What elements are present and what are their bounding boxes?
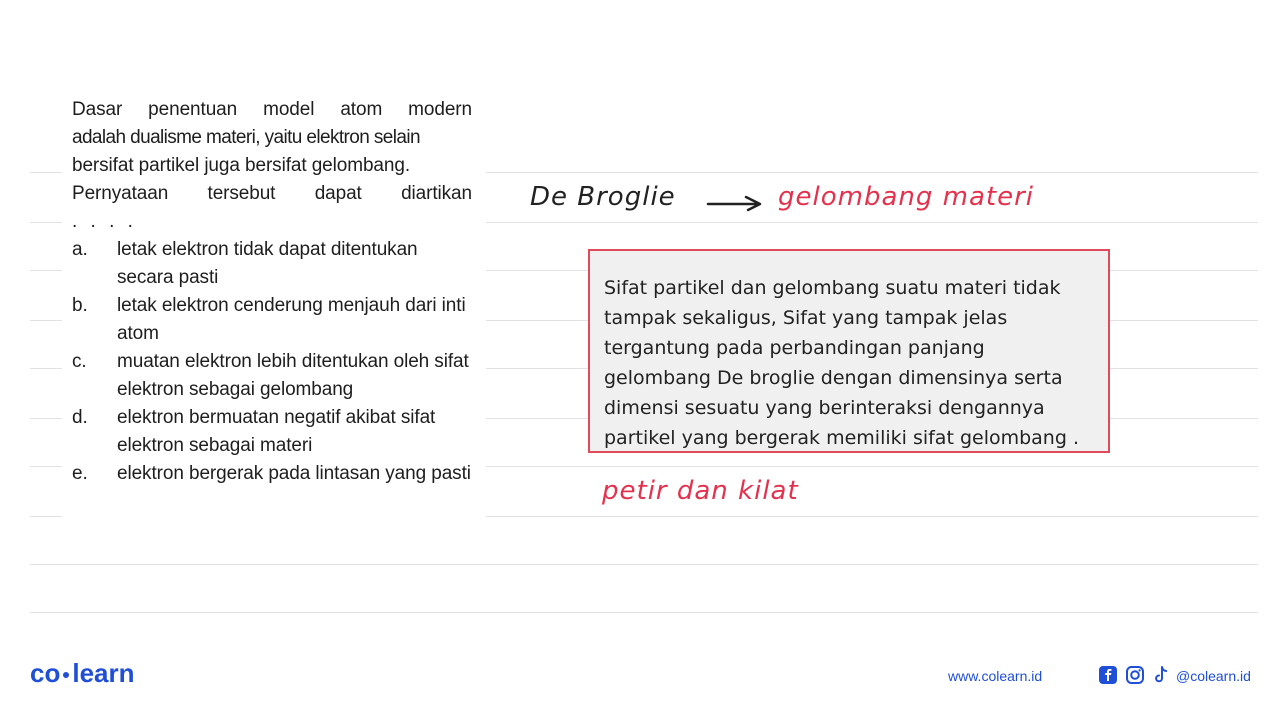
ruled-line	[30, 418, 62, 419]
ruled-line	[30, 368, 62, 369]
ruled-line	[30, 222, 62, 223]
option-letter: a.	[72, 239, 88, 260]
ruled-line	[30, 270, 62, 271]
option-letter: d.	[72, 407, 88, 428]
option-a	[72, 236, 472, 292]
option-text: letak elektron tidak dapat ditentukan secara pasti	[117, 239, 418, 288]
option-text: elektron bergerak pada lintasan yang pasti	[117, 463, 471, 484]
ruled-line	[486, 466, 1258, 467]
arrow-right-icon	[706, 194, 766, 214]
ruled-line	[30, 612, 1258, 613]
option-d	[72, 404, 472, 460]
colearn-logo	[30, 658, 135, 689]
option-c	[72, 348, 472, 404]
option-letter: b.	[72, 295, 88, 316]
ruled-line	[30, 564, 1258, 565]
question-block	[72, 96, 472, 488]
handwritten-name: De Broglie	[530, 182, 676, 212]
option-text: muatan elektron lebih ditentukan oleh sifat elektron sebagai gelombang	[117, 351, 469, 400]
question-stem-line: Dasar penentuan model atom modern	[72, 99, 472, 120]
ruled-line	[486, 222, 1258, 223]
option-letter: e.	[72, 463, 88, 484]
ruled-line	[486, 172, 1258, 173]
question-stem-line: adalah dualisme materi, yaitu elektron selain	[72, 127, 420, 148]
question-stem-line: bersifat partikel juga bersifat gelombang.	[72, 155, 410, 176]
ruled-line	[486, 516, 1258, 517]
option-b	[72, 292, 472, 348]
option-e	[72, 460, 472, 488]
ruled-line	[30, 172, 62, 173]
explanation-text: Sifat partikel dan gelombang suatu materi tidak tampak sekaligus, Sifat yang tampak jelas tergantung pada perbandingan panjang gelombang De broglie dengan dimensinya serta dimensi sesuatu yang berinteraksi dengannya partikel yang bergerak memiliki sifat gelombang .	[604, 277, 1079, 449]
question-stem-line: Pernyataan tersebut dapat diartikan	[72, 183, 472, 204]
logo-left: co	[30, 658, 61, 688]
logo-dot	[63, 672, 69, 678]
website-link[interactable]: www.colearn.id	[948, 668, 1043, 684]
option-text: elektron bermuatan negatif akibat sifat elektron sebagai materi	[117, 407, 436, 456]
handwritten-concept: gelombang materi	[778, 182, 1035, 212]
instagram-icon[interactable]	[1125, 665, 1145, 685]
option-letter: c.	[72, 351, 87, 372]
facebook-icon[interactable]	[1098, 665, 1118, 685]
ruled-line	[30, 466, 62, 467]
tiktok-icon[interactable]	[1151, 665, 1171, 685]
handwritten-example: petir dan kilat	[602, 476, 799, 506]
option-text: letak elektron cenderung menjauh dari inti atom	[117, 295, 466, 344]
explanation-box	[588, 249, 1110, 453]
ruled-line	[30, 516, 62, 517]
logo-right: learn	[72, 658, 135, 688]
ruled-line	[30, 320, 62, 321]
social-handle[interactable]: @colearn.id	[1176, 668, 1251, 684]
question-stem-dots: . . . .	[72, 211, 137, 232]
